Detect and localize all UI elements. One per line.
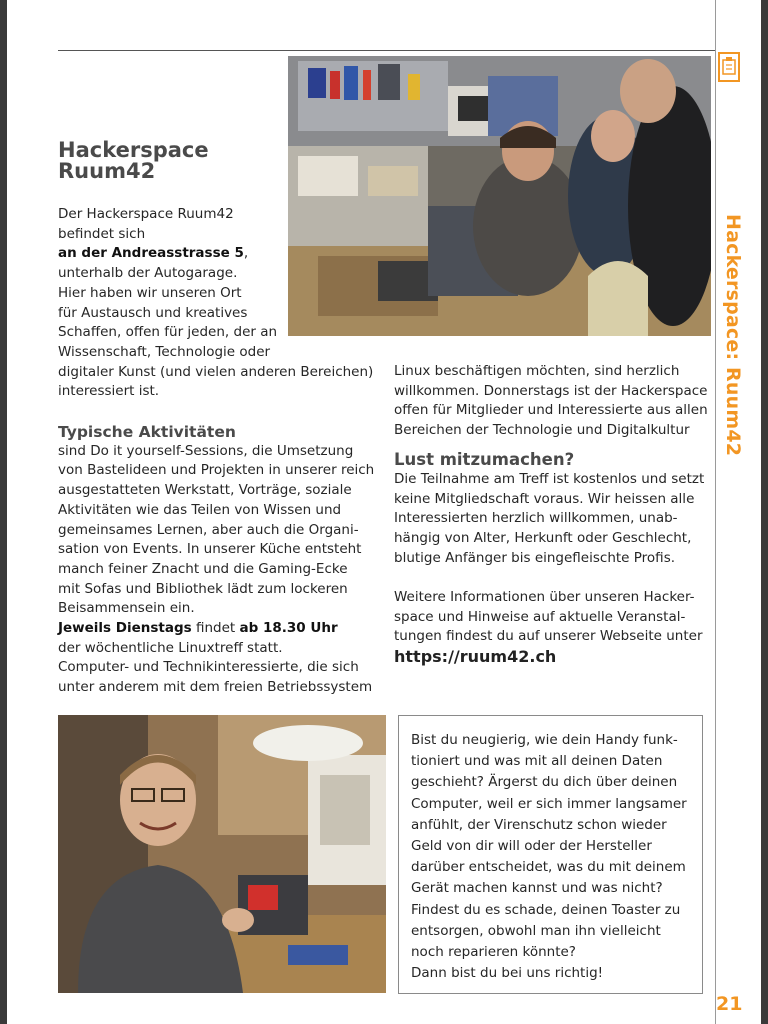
article-title-line: Ruum42 — [58, 159, 156, 183]
body-line: Aktivitäten wie das Teilen von Wissen und — [58, 501, 342, 518]
body-line: Weitere Informationen über unseren Hacker- — [394, 589, 695, 606]
body-line: ausgestatteten Werkstatt, Vorträge, soziale — [58, 482, 352, 499]
body-line: tungen findest du auf unserer Webseite unter — [394, 628, 703, 645]
spacer — [394, 441, 710, 449]
body-line: Bereichen der Technologie und Digitalkultur — [394, 422, 690, 439]
callout-line: Gerät machen kannst und was nicht? — [411, 880, 663, 897]
body-line: digitaler Kunst (und vielen anderen Bereichen) — [58, 363, 374, 380]
tuesday-line — [58, 619, 378, 639]
callout-line: geschieht? Ärgerst du dich über deinen — [411, 774, 678, 791]
left-page-edge — [0, 0, 7, 1024]
callout-line: Findest du es schade, deinen Toaster zu — [411, 901, 681, 918]
join-heading: Lust mitzumachen? — [394, 449, 575, 469]
address-punct: , — [243, 245, 249, 262]
body-line: Wissenschaft, Technologie oder — [58, 343, 271, 360]
callout-line: tioniert und was mit all deinen Daten — [411, 753, 663, 770]
body-line: hängig von Alter, Herkunft oder Geschlecht, — [394, 529, 692, 546]
body-line: interessiert ist. — [58, 383, 160, 400]
callout-line: entsorgen, obwohl man ihn vielleicht — [411, 922, 661, 939]
body-line: space und Hinweise auf aktuelle Veranstal- — [394, 608, 686, 625]
body-line: Hier haben wir unseren Ort — [58, 284, 242, 301]
body-line: befindet sich — [58, 225, 146, 242]
page-number: 21 — [716, 993, 743, 1015]
top-rule — [58, 50, 715, 51]
body-line: Beisammensein ein. — [58, 600, 195, 617]
callout-line: noch reparieren könnte? — [411, 944, 576, 961]
spacer — [58, 402, 378, 422]
article-title — [58, 140, 209, 182]
body-line: offen für Mitglieder und Interessierte aus allen — [394, 402, 708, 419]
time-bold: ab 18.30 Uhr — [239, 620, 338, 637]
tuesday-bold: Jeweils Dienstags — [58, 620, 192, 637]
article-title-line: Hackerspace — [58, 138, 209, 162]
website-link[interactable]: https://ruum42.ch — [394, 647, 557, 667]
right-page-edge — [761, 0, 768, 1024]
callout-line: Geld von dir will oder der Hersteller — [411, 838, 652, 855]
spacer — [394, 568, 710, 588]
side-title: Hackerspace: Ruum42 — [722, 214, 744, 457]
body-line: unterhalb der Autogarage. — [58, 265, 238, 282]
address-bold: an der Andreasstrasse 5 — [58, 245, 244, 262]
callout-line: Dann bist du bei uns richtig! — [411, 965, 604, 982]
body-line: Interessierten herzlich willkommen, unab- — [394, 510, 678, 527]
body-line: gemeinsames Lernen, aber auch die Organi- — [58, 521, 359, 538]
body-line: sind Do it yourself-Sessions, die Umsetzung — [58, 442, 354, 459]
article-column-left — [58, 205, 378, 698]
body-line: manch feiner Znacht und die Gaming-Ecke — [58, 560, 348, 577]
page-tab-icon — [718, 52, 740, 82]
body-line: für Austausch und kreatives — [58, 304, 248, 321]
callout-box — [398, 715, 703, 994]
body-line: keine Mitgliedschaft voraus. Wir heissen alle — [394, 490, 695, 507]
body-line: willkommen. Donnerstags ist der Hackerspace — [394, 382, 708, 399]
body-line: Computer- und Technikinteressierte, die sich — [58, 659, 359, 676]
callout-line: Bist du neugierig, wie dein Handy funk- — [411, 732, 678, 748]
address-line — [58, 244, 378, 264]
body-line: unter anderem mit dem freien Betriebssystem — [58, 679, 373, 696]
sidebar-divider — [715, 0, 716, 1024]
body-line: Der Hackerspace Ruum42 — [58, 206, 234, 222]
body-line: von Bastelideen und Projekten in unserer reich — [58, 462, 375, 479]
callout-line: darüber entscheidet, was du mit deinem — [411, 859, 686, 876]
callout-line: Computer, weil er sich immer langsamer — [411, 795, 687, 812]
body-line: Die Teilnahme am Treff ist kostenlos und setzt — [394, 470, 705, 487]
body-line: der wöchentliche Linuxtreff statt. — [58, 639, 283, 656]
body-line: Linux beschäftigen möchten, sind herzlich — [394, 363, 680, 379]
activities-heading: Typische Aktivitäten — [58, 422, 236, 441]
body-line: blutige Anfänger bis eingefleischte Profis. — [394, 549, 676, 566]
member-portrait-photo — [58, 715, 386, 993]
tuesday-text: findet — [191, 620, 240, 637]
body-line: Schaffen, offen für jeden, der an — [58, 324, 278, 341]
body-line: sation von Events. In unserer Küche entsteht — [58, 541, 362, 558]
callout-line: anfühlt, der Virenschutz schon wieder — [411, 816, 667, 833]
body-line: mit Sofas und Bibliothek lädt zum lockeren — [58, 580, 348, 597]
article-column-right — [394, 362, 710, 667]
